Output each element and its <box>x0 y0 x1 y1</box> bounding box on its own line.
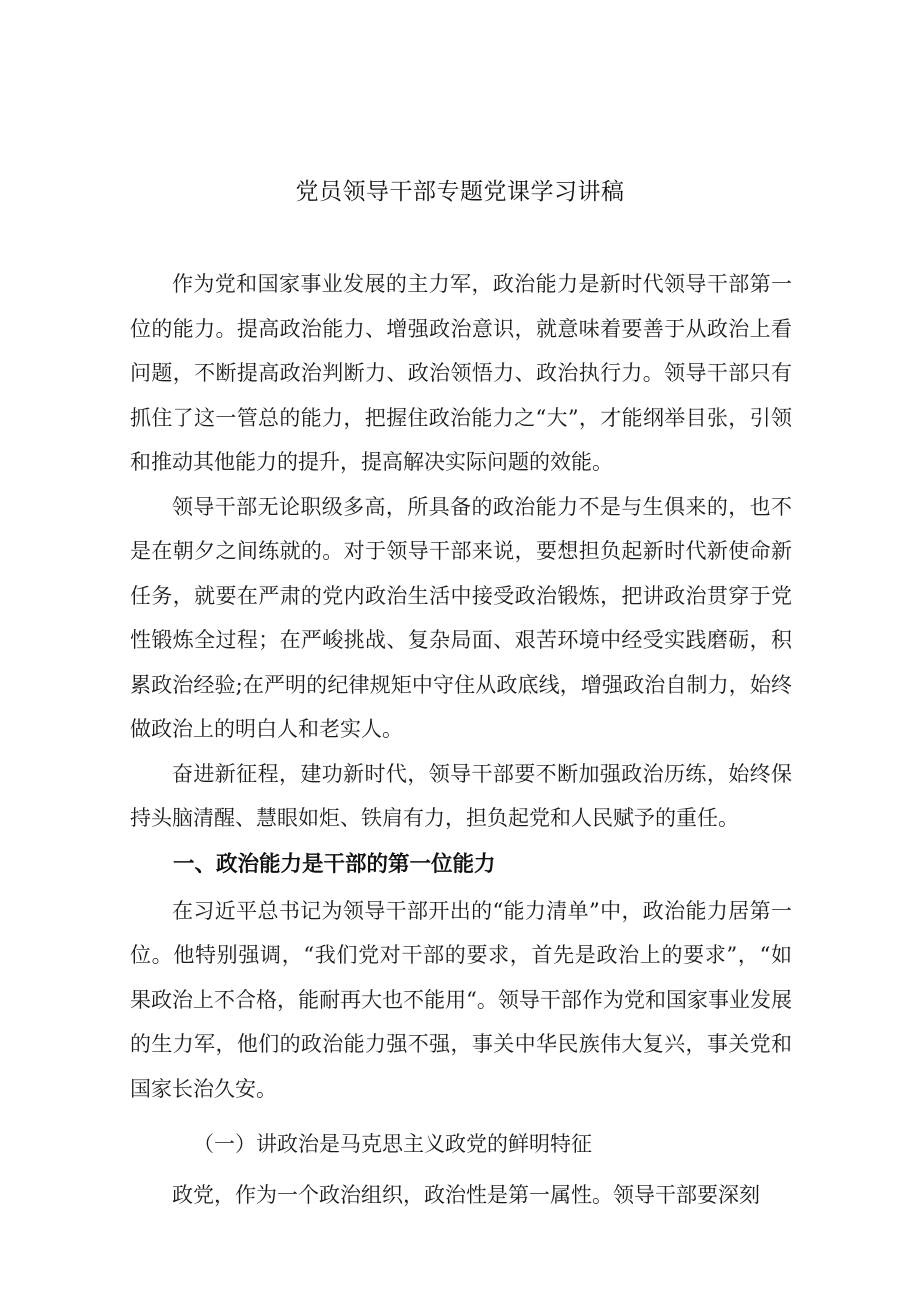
paragraph-4: 在习近平总书记为领导干部开出的“能力清单”中，政治能力居第一位。他特别强调，“我们党对干部的要求，首先是政治上的要求”，“如果政治上不合格，能耐再大也不能用“。领导干部作为党和国家事业发展的生力军，他们的政治能力强不强，事关中华民族伟大复兴，事关党和国家长治久安。 <box>130 898 792 1101</box>
paragraph-5: 政党，作为一个政治组织，政治性是第一属性。领导干部要深刻 <box>172 1183 760 1207</box>
paragraph-2: 领导干部无论职级多高，所具备的政治能力不是与生俱来的，也不是在朝夕之间练就的。对于领导干部来说，要想担负起新时代新使命新任务，就要在严肃的党内政治生活中接受政治锻炼，把讲政治贯穿于党性锻炼全过程；在严峻挑战、复杂局面、艰苦环境中经受实践磨砺，积累政治经验;在严明的纪律规矩中守住从政底线，增强政治自制力，始终做政治上的明白人和老实人。 <box>130 494 792 741</box>
subsection-heading-1: （一）讲政治是马克思主义政党的鲜明特征 <box>193 1132 592 1156</box>
paragraph-1: 作为党和国家事业发展的主力军，政治能力是新时代领导干部第一位的能力。提高政治能力、增强政治意识，就意味着要善于从政治上看问题，不断提高政治判断力、政治领悟力、政治执行力。领导干部只有抓住了这一管总的能力，把握住政治能力之“大”，才能纲举目张，引领和推动其他能力的提升，提高解决实际问题的效能。 <box>130 272 792 474</box>
document-title: 党员领导干部专题党课学习讲稿 <box>295 179 625 205</box>
section-heading-1: 一、政治能力是干部的第一位能力 <box>173 851 496 877</box>
paragraph-3: 奋进新征程，建功新时代，领导干部要不断加强政治历练，始终保持头脑清醒、慧眼如炬、铁肩有力，担负起党和人民赋予的重任。 <box>130 761 792 830</box>
document-body <box>130 262 792 1218</box>
